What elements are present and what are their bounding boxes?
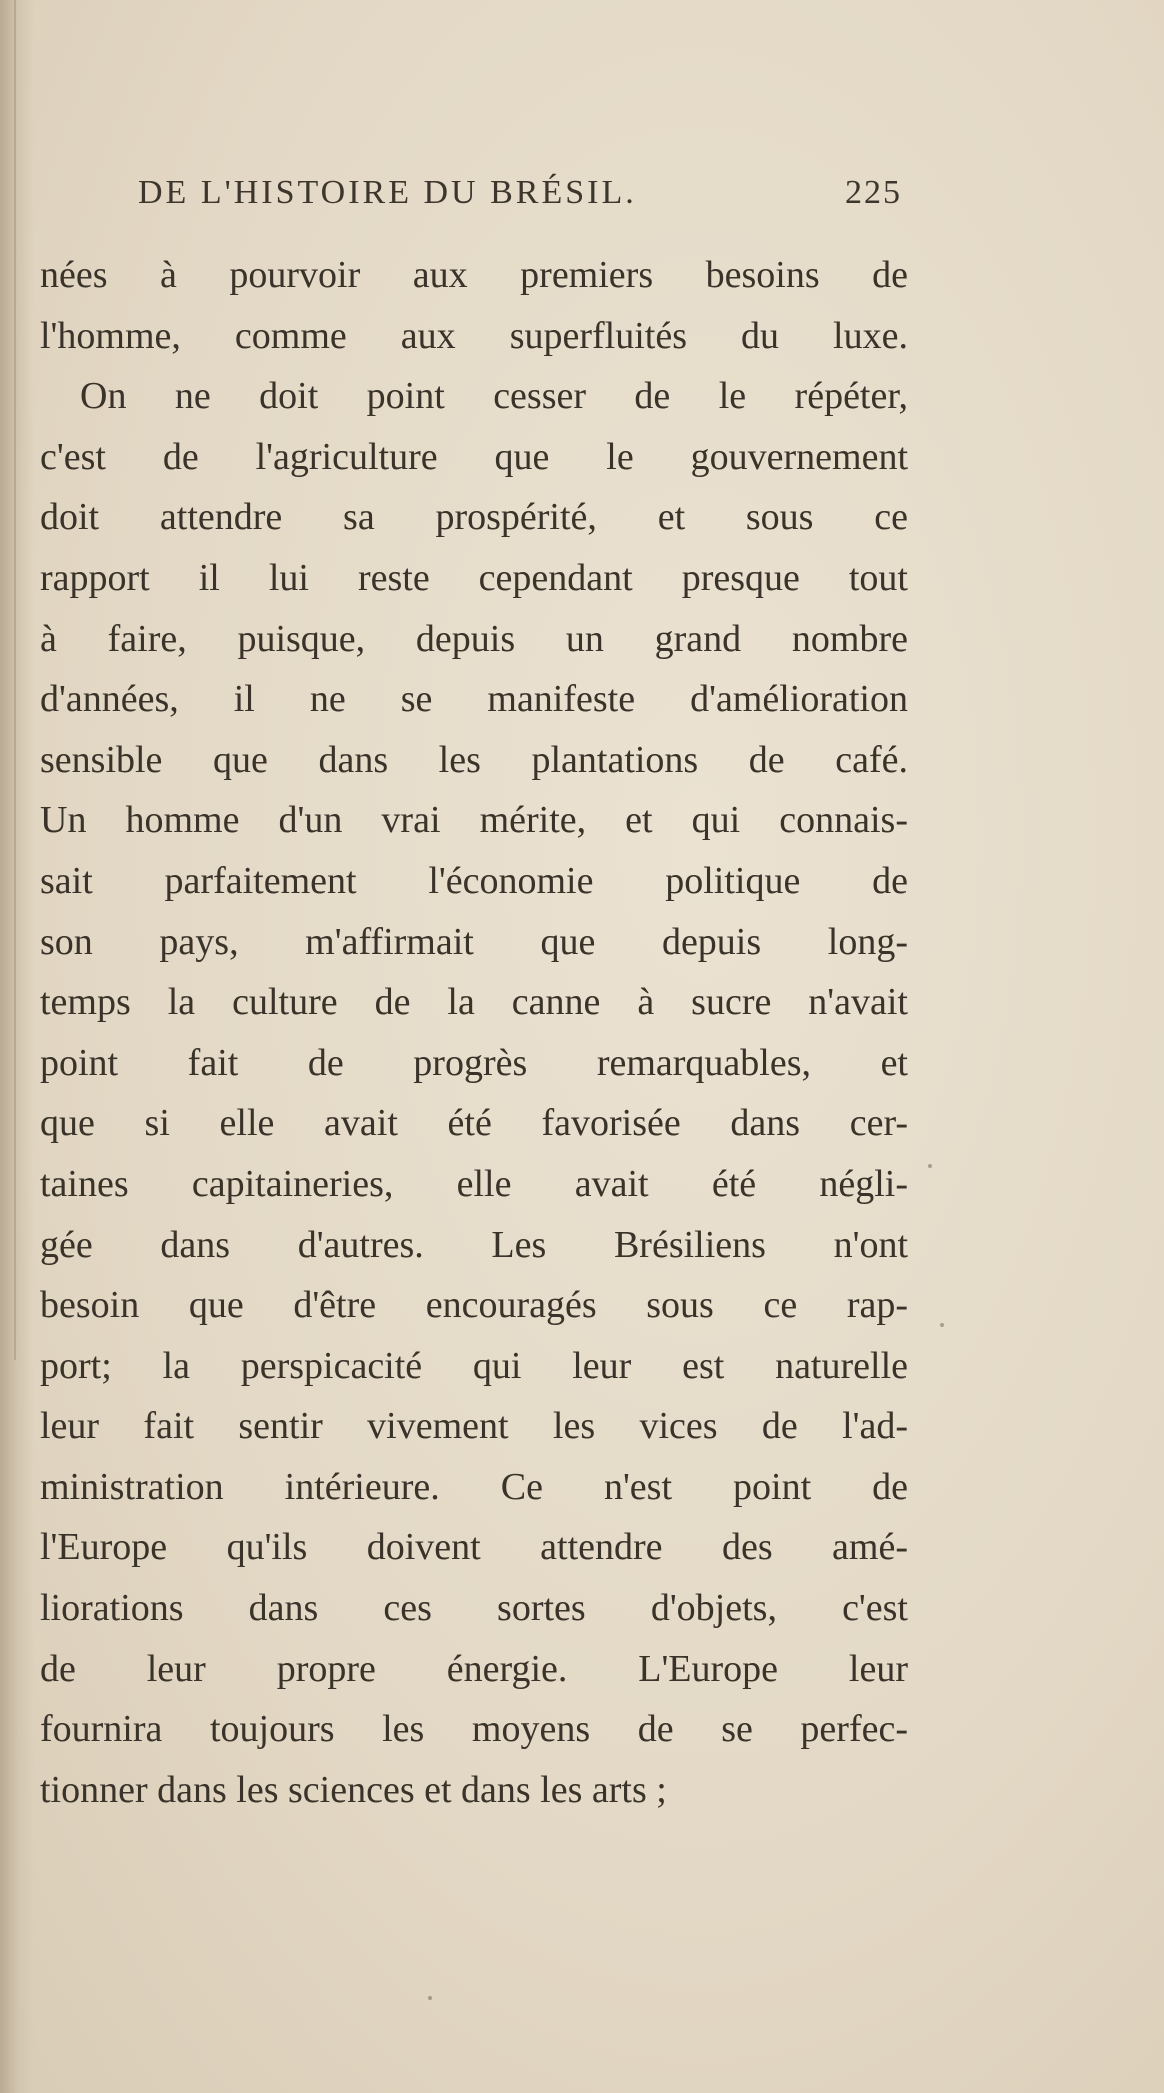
page-gutter-shadow <box>0 0 34 2093</box>
text-line: taines capitaineries, elle avait été négli- <box>40 1162 908 1205</box>
text-line: Un homme d'un vrai mérite, et qui connais- <box>40 799 908 842</box>
text-line: On ne doit point cesser de le répéter, <box>80 375 908 418</box>
paper-speck <box>428 1996 432 2000</box>
text-line: sait parfaitement l'économie politique de <box>40 859 908 902</box>
text-line: gée dans d'autres. Les Brésiliens n'ont <box>40 1223 908 1266</box>
text-line: tionner dans les sciences et dans les arts ; <box>40 1768 667 1811</box>
page-gutter-line <box>14 0 16 1360</box>
page-number: 225 <box>845 174 902 211</box>
text-line: point fait de progrès remarquables, et <box>40 1041 908 1084</box>
text-line: fournira toujours les moyens de se perfec- <box>40 1708 908 1751</box>
text-line: c'est de l'agriculture que le gouvernement <box>40 435 908 478</box>
text-line: son pays, m'affirmait que depuis long- <box>40 920 908 963</box>
text-line: ministration intérieure. Ce n'est point de <box>40 1465 908 1508</box>
body-text <box>40 245 908 1820</box>
text-line: l'Europe qu'ils doivent attendre des amé- <box>40 1526 908 1569</box>
text-line: temps la culture de la canne à sucre n'avait <box>40 981 908 1024</box>
text-line: à faire, puisque, depuis un grand nombre <box>40 617 908 660</box>
text-line: besoin que d'être encouragés sous ce rap- <box>40 1284 908 1327</box>
text-line: rapport il lui reste cependant presque tout <box>40 556 908 599</box>
text-line: port; la perspicacité qui leur est naturelle <box>40 1344 908 1387</box>
text-line: de leur propre énergie. L'Europe leur <box>40 1647 908 1690</box>
text-line: leur fait sentir vivement les vices de l'ad- <box>40 1405 908 1448</box>
text-line: que si elle avait été favorisée dans cer- <box>40 1102 908 1145</box>
text-line: sensible que dans les plantations de café. <box>40 738 908 781</box>
text-line: liorations dans ces sortes d'objets, c'est <box>40 1587 908 1630</box>
paper-speck <box>940 1323 944 1327</box>
text-line: d'années, il ne se manifeste d'amélioration <box>40 678 908 721</box>
running-head <box>138 174 902 222</box>
running-head-title: DE L'HISTOIRE DU BRÉSIL. <box>138 174 637 211</box>
text-line: nées à pourvoir aux premiers besoins de <box>40 254 908 296</box>
paper-speck <box>928 1164 932 1168</box>
text-line: doit attendre sa prospérité, et sous ce <box>40 496 908 539</box>
text-line: l'homme, comme aux superfluités du luxe. <box>40 314 908 357</box>
